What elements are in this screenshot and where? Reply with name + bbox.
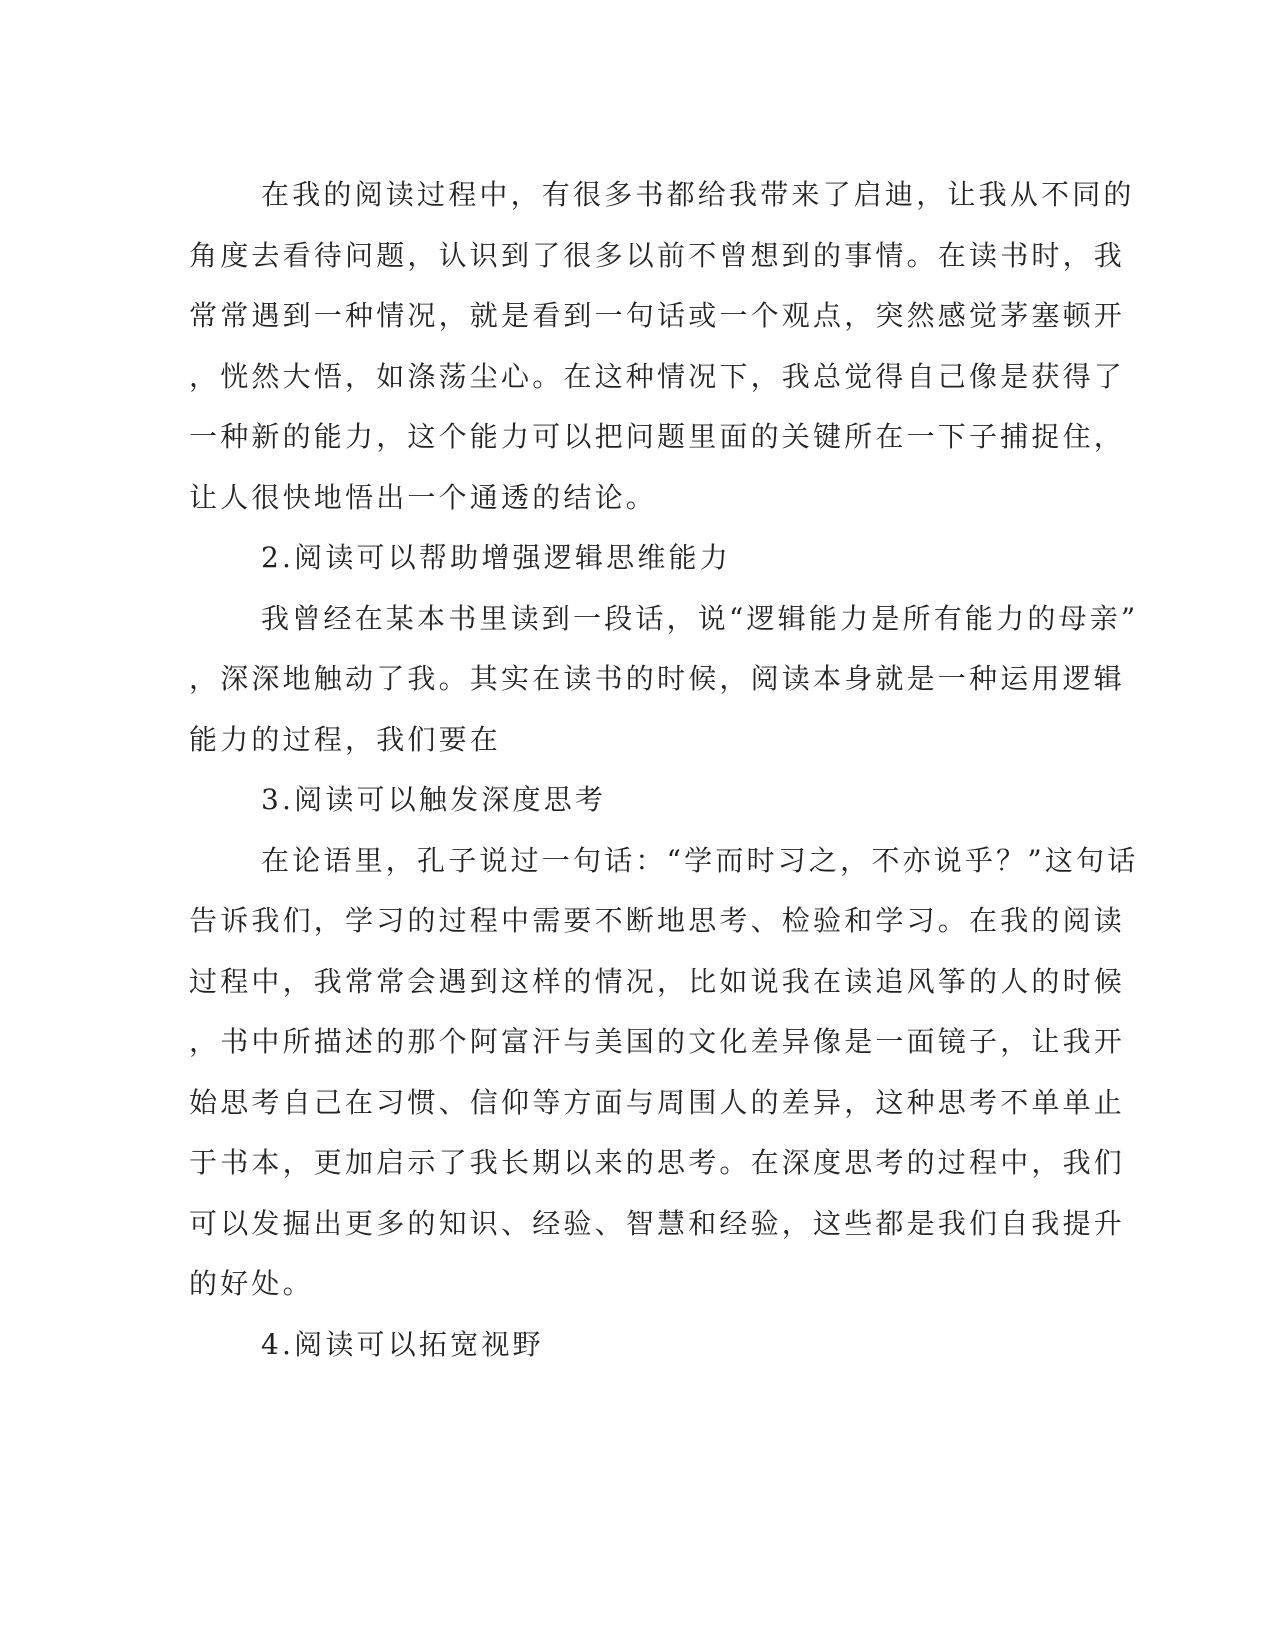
section-heading: 3.阅读可以触发深度思考	[261, 783, 607, 816]
text-line: 在论语里，孔子说过一句话：“学而时习之，不亦说乎？”这句话	[261, 843, 1139, 877]
text-line: 我曾经在某本书里读到一段话，说“逻辑能力是所有能力的母亲”	[261, 601, 1139, 635]
text-line: 在我的阅读过程中，有很多书都给我带来了启迪，让我从不同的	[261, 178, 1135, 211]
text-line: 让人很快地悟出一个通透的结论。	[189, 480, 658, 514]
text-line: 可以发掘出更多的知识、经验、智慧和经验，这些都是我们自我提升	[189, 1206, 1126, 1240]
text-line: 过程中，我常常会遇到这样的情况，比如说我在读追风筝的人的时候	[189, 964, 1126, 998]
text-line: 常常遇到一种情况，就是看到一句话或一个观点，突然感觉茅塞顿开	[189, 299, 1126, 332]
text-line: ，书中所描述的那个阿富汗与美国的文化差异像是一面镜子，让我开	[189, 1025, 1126, 1058]
section-heading: 2.阅读可以帮助增强逻辑思维能力	[261, 541, 731, 574]
text-line: 始思考自己在习惯、信仰等方面与周围人的差异，这种思考不单单止	[189, 1085, 1126, 1119]
text-line: 的好处。	[189, 1267, 314, 1300]
text-line: 角度去看待问题，认识到了很多以前不曾想到的事情。在读书时，我	[189, 238, 1126, 272]
document-body	[189, 165, 1139, 1375]
text-line: 一种新的能力，这个能力可以把问题里面的关键所在一下子捕捉住，	[189, 420, 1126, 453]
text-line: 能力的过程，我们要在	[189, 722, 502, 756]
text-line: ，深深地触动了我。其实在读书的时候，阅读本身就是一种运用逻辑	[189, 662, 1126, 695]
text-line: 告诉我们，学习的过程中需要不断地思考、检验和学习。在我的阅读	[189, 904, 1126, 937]
text-line: 于书本，更加启示了我长期以来的思考。在深度思考的过程中，我们	[189, 1146, 1126, 1179]
text-line: ，恍然大悟，如涤荡尘心。在这种情况下，我总觉得自己像是获得了	[189, 359, 1126, 393]
section-heading: 4.阅读可以拓宽视野	[261, 1327, 544, 1361]
